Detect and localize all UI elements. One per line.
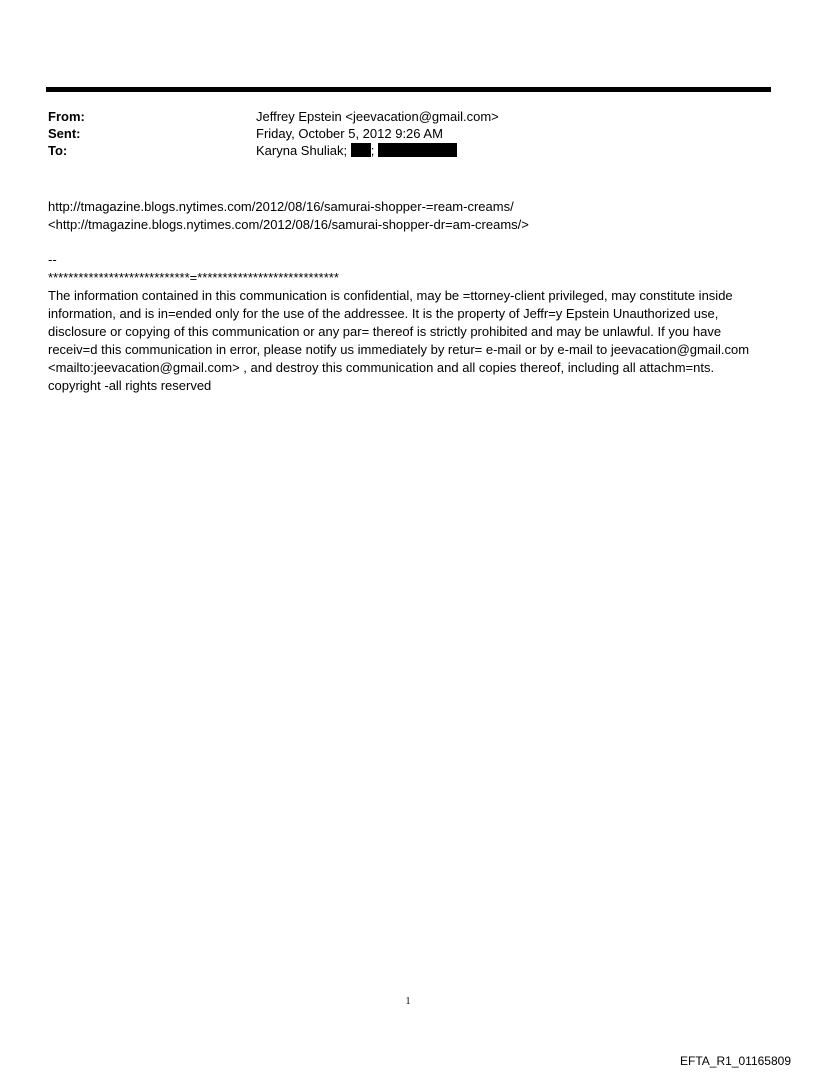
sent-value: Friday, October 5, 2012 9:26 AM [256, 126, 443, 141]
email-footer [48, 251, 768, 395]
from-value: Jeffrey Epstein <jeevacation@gmail.com> [256, 109, 499, 124]
sent-label: Sent: [48, 126, 81, 141]
to-value-group [256, 142, 457, 159]
email-header [48, 108, 768, 159]
document-id: EFTA_R1_01165809 [680, 1054, 791, 1068]
email-links [48, 198, 768, 234]
redaction-box [351, 143, 371, 157]
to-separator: ; [370, 143, 375, 158]
to-recipient-name: Karyna Shuliak; [256, 143, 348, 158]
sent-row [48, 125, 768, 142]
from-row [48, 108, 768, 125]
page-number: 1 [405, 996, 411, 1007]
asterisk-separator: ****************************=**************************** [48, 270, 339, 285]
to-row [48, 142, 768, 159]
to-label: To: [48, 143, 68, 158]
confidentiality-disclaimer: The information contained in this communication is confidential, may be =ttorney-client privileged, may constitute inside information, and is in=ended only for the use of the addressee. It is the property of Jeffr=y Epstein Unauthorized use, disclosure or copying of this communication or any par= thereof is strictly prohibited and may be unlawful. If you have receiv=d this communication in error, please notify us immediately by retur= e-mail or by e-mail to jeevacation@gmail.com <mailto:jeevacation@gmail.com> , and destroy this communication and all copies thereof, including all attachm=nts. copyright -all rights reserved [48, 288, 750, 393]
header-divider [46, 87, 771, 92]
from-label: From: [48, 109, 85, 124]
url-line-2: <http://tmagazine.blogs.nytimes.com/2012/08/16/samurai-shopper-dr=am-creams/> [48, 217, 529, 232]
url-line-1: http://tmagazine.blogs.nytimes.com/2012/08/16/samurai-shopper-=ream-creams/ [48, 199, 514, 214]
signature-dash: -- [48, 252, 57, 267]
redaction-box [378, 143, 457, 157]
